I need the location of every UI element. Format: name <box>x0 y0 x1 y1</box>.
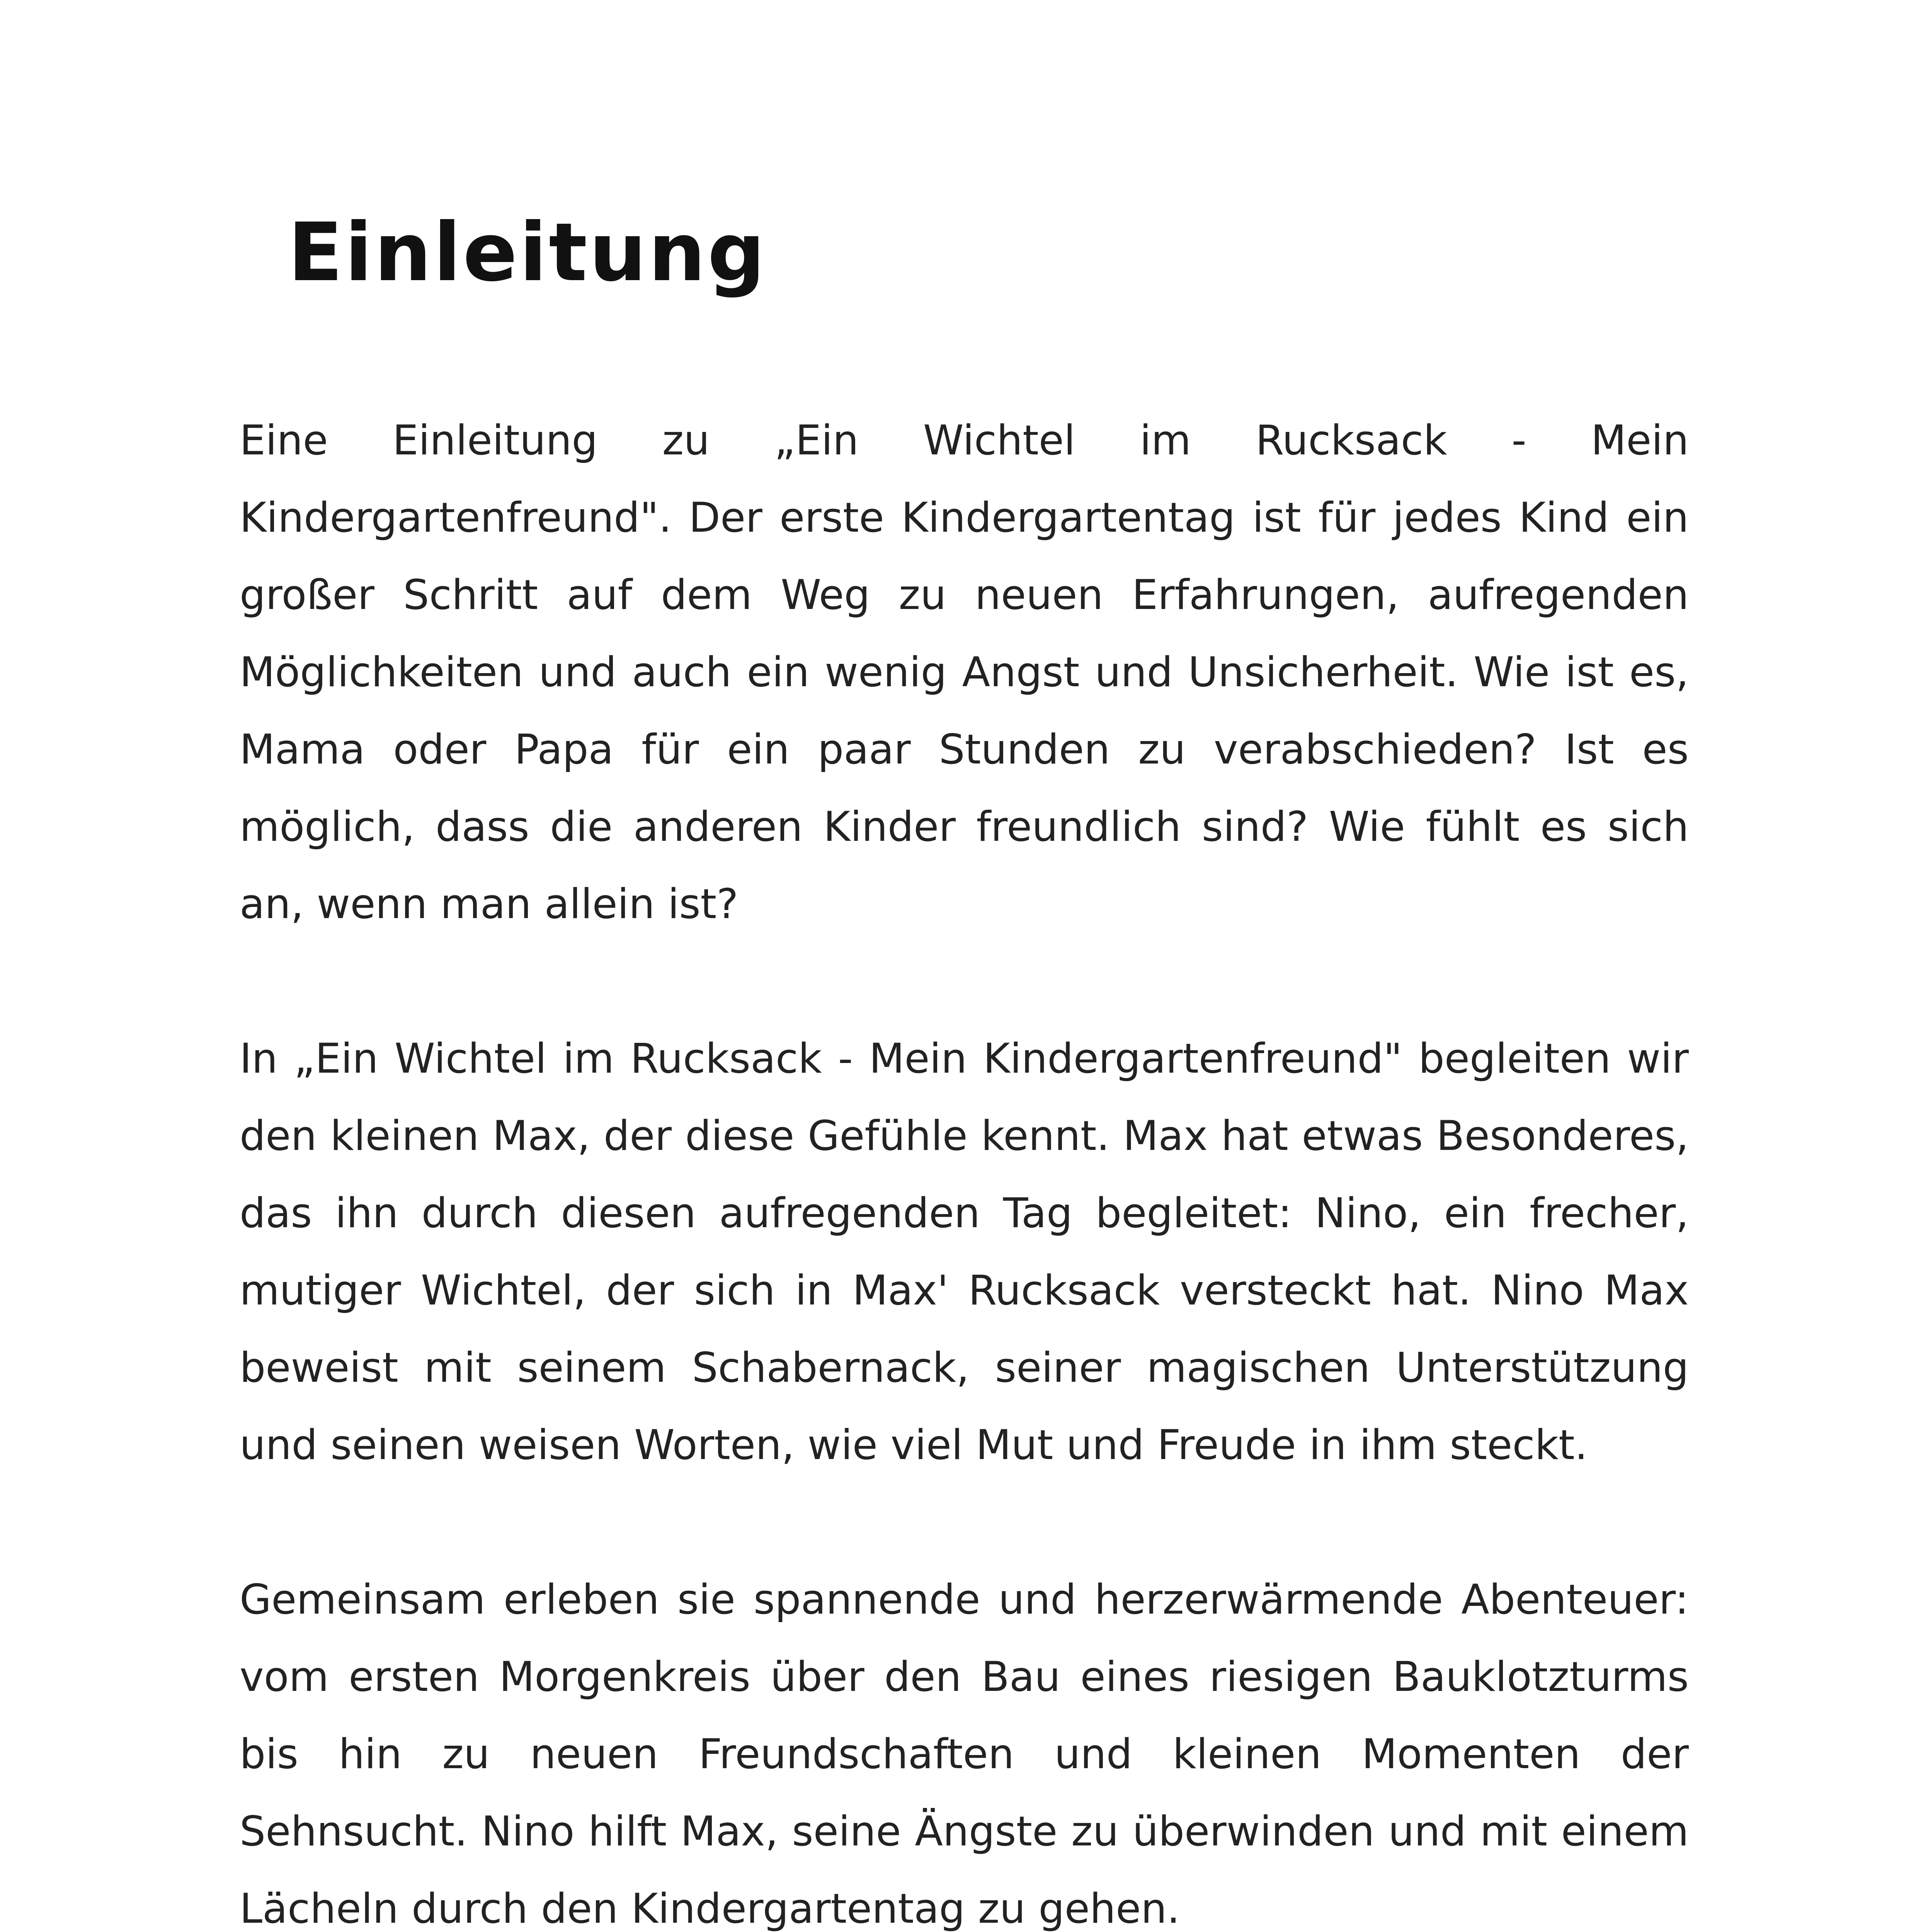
body-text <box>240 402 1689 1932</box>
page-heading: Einleitung <box>288 206 767 299</box>
paragraph-1: Eine Einleitung zu „Ein Wichtel im Rucksack - Mein Kindergartenfreund". Der erste Kindergartentag ist für jedes Kind ein großer Schritt auf dem Weg zu neuen Erfahrungen, aufregenden Möglichkeiten und auch ein wenig Angst und Unsicherheit. Wie ist es, Mama oder Papa für ein paar Stunden zu verabschieden? Ist es möglich, dass die anderen Kinder freundlich sind? Wie fühlt es sich an, wenn man allein ist? <box>240 417 1689 928</box>
paragraph-2: In „Ein Wichtel im Rucksack - Mein Kindergartenfreund" begleiten wir den kleinen Max, der diese Gefühle kennt. Max hat etwas Besonderes, das ihn durch diesen aufregenden Tag begleitet: Nino, ein frecher, mutiger Wichtel, der sich in Max' Rucksack versteckt hat. Nino Max beweist mit seinem Schabernack, seiner magischen Unterstützung und seinen weisen Worten, wie viel Mut und Freude in ihm steckt. <box>240 1035 1689 1469</box>
paragraph-3: Gemeinsam erleben sie spannende und herzerwärmende Abenteuer: vom ersten Morgenkreis über den Bau eines riesigen Bauklotzturms bis hin zu neuen Freundschaften und kleinen Momenten der Sehnsucht. Nino hilft Max, seine Ängste zu überwinden und mit einem Lächeln durch den Kindergartentag zu gehen. <box>240 1576 1689 1932</box>
